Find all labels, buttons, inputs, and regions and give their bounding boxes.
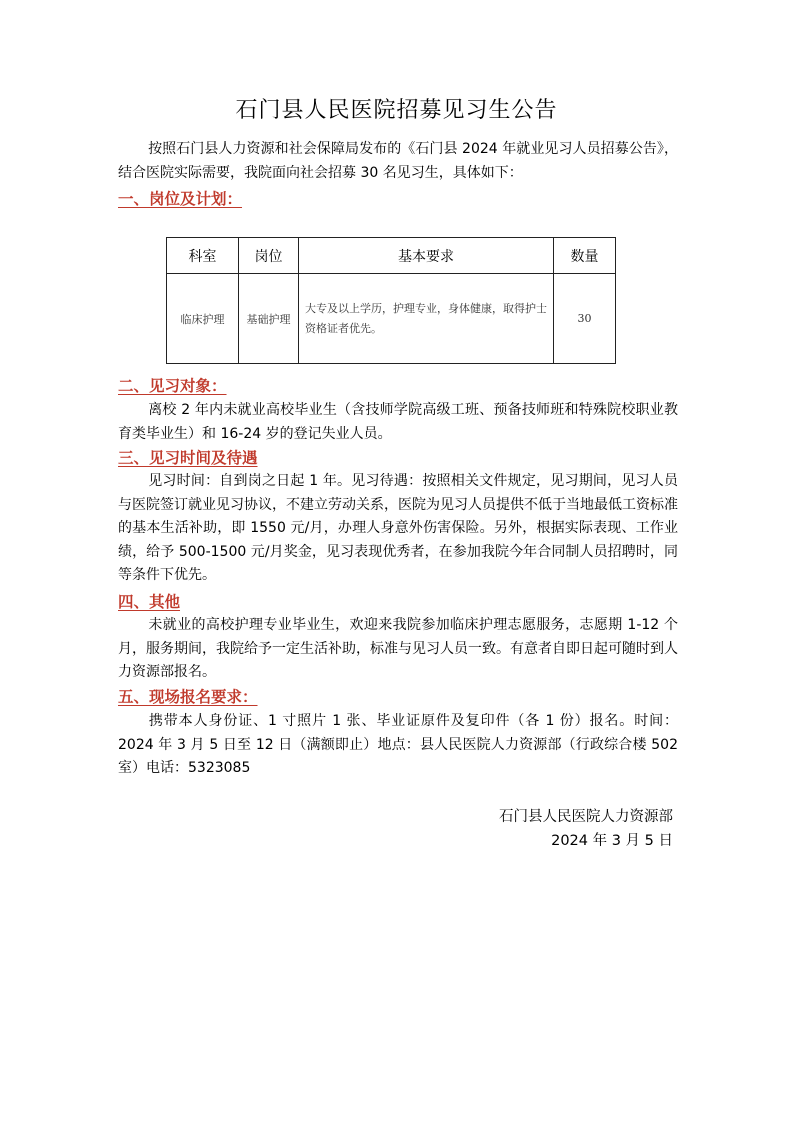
cell-requirement: 大专及以上学历，护理专业，身体健康，取得护士资格证者优先。 [299,274,554,364]
section-3-paragraph [118,470,678,588]
signature-date: 2024 年 3 月 5 日 [551,833,673,849]
section-2-heading: 二、见习对象： [118,377,227,395]
page-title: 石门县人民医院招募见习生公告 [235,98,558,123]
header-count: 数量 [554,238,616,274]
section-2-text: 离校 2 年内未就业高校毕业生（含技师学院高级工班、预备技师班和特殊院校职业教育类毕业生）和 16-24 岁的登记失业人员。 [118,402,678,442]
signature-org: 石门县人民医院人力资源部 [499,809,673,825]
intro-text: 按照石门县人力资源和社会保障局发布的《石门县 2024 年就业见习人员招募公告》，结合医院实际需要，我院面向社会招募 30 名见习生，具体如下： [118,141,678,181]
section-3-heading: 三、见习时间及待遇 [118,449,258,467]
header-post: 岗位 [239,238,299,274]
section-5-paragraph [118,710,678,781]
section-1-heading: 一、岗位及计划： [118,190,243,208]
cell-dept: 临床护理 [167,274,239,364]
cell-post: 基础护理 [239,274,299,364]
header-dept: 科室 [167,238,239,274]
section-4-text: 未就业的高校护理专业毕业生，欢迎来我院参加临床护理志愿服务，志愿期 1-12 个月，服务期间，我院给予一定生活补助，标准与见习人员一致。有意者自即日起可随时到人力资源部报名。 [118,617,678,680]
positions-table-wrap [166,237,615,364]
section-3-text: 见习时间：自到岗之日起 1 年。见习待遇：按照相关文件规定，见习期间，见习人员与医院签订就业见习协议，不建立劳动关系，医院为见习人员提供不低于当地最低工资标准的基本生活补助，即 1550 元/月，办理人身意外伤害保险。另外，根据实际表现、工作业绩，给予 500-1500 元/月奖金，见习表现优秀者，在参加我院今年合同制人员招聘时，同等条件下优先。 [118,473,678,583]
cell-count: 30 [554,274,616,364]
section-2-paragraph [118,399,678,446]
section-5-text: 携带本人身份证、1 寸照片 1 张、毕业证原件及复印件（各 1 份）报名。时间：2024 年 3 月 5 日至 12 日（满额即止）地点：县人民医院人力资源部（行政综合楼 502 室）电话：5323085 [118,713,678,776]
positions-table [166,237,616,364]
table-row [167,274,616,364]
section-4-paragraph [118,614,678,685]
section-4-heading: 四、其他 [118,593,181,611]
table-header-row [167,238,616,274]
header-requirement: 基本要求 [299,238,554,274]
intro-paragraph [118,138,678,185]
section-5-heading: 五、现场报名要求： [118,688,258,706]
